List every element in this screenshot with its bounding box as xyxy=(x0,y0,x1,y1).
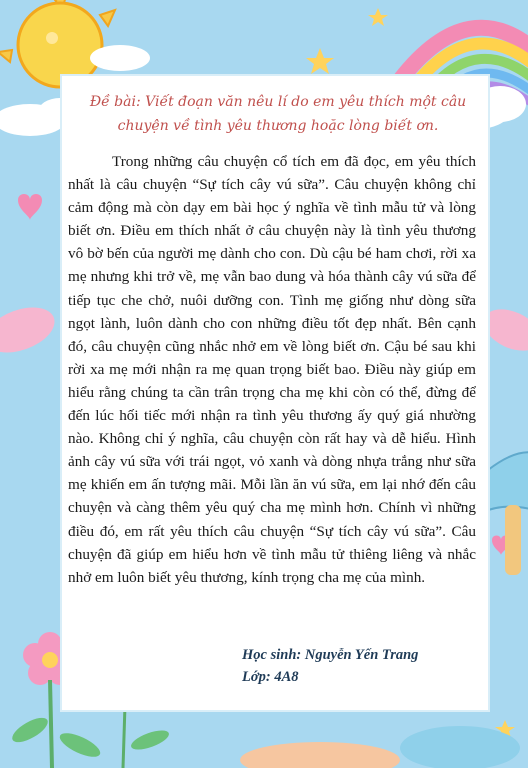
signature-block xyxy=(242,644,418,688)
assignment-prompt: Đề bài: Viết đoạn văn nêu lí do em yêu thích một câu chuyện về tình yêu thương hoặc lòng biết ơn. xyxy=(89,94,467,134)
student-class: Lớp: 4A8 xyxy=(242,669,299,685)
essay-paragraph: Trong những câu chuyện cổ tích em đã đọc, em yêu thích nhất là câu chuyện “Sự tích cây vú sữa”. Câu chuyện không chỉ cảm động mà còn dạy em bài học ý nghĩa về tình mẫu tử và lòng biết ơn. Điều em thích nhất ở câu chuyện này là tình yêu thương vô bờ bến của người mẹ dành cho con. Dù cậu bé ham chơi, rời xa mẹ nhưng khi trở về, mẹ vẫn bao dung và hóa thành cây vú sữa để tiếp tục che chở, nuôi dưỡng con. Tình mẹ giống như dòng sữa ngọt lành, luôn dành cho con những điều tốt đẹp nhất. Bên cạnh đó, câu chuyện cũng nhắc nhở em về lòng biết ơn. Cậu bé sau khi rời xa mẹ mới nhận ra mẹ quan trọng biết bao. Điều này giúp em hiểu rằng chúng ta cần trân trọng cha mẹ khi còn có thể, đừng để đến lúc hối tiếc mới nhận ra tình yêu thương ấy quý giá nhường nào. Không chỉ ý nghĩa, câu chuyện còn rất hay và dễ hiểu. Hình ảnh cây vú sữa với trái ngọt, vỏ xanh và dòng nhựa trắng như sữa mẹ khiến em ấn tượng mãi. Mỗi lần ăn vú sữa, em lại nhớ đến câu chuyện và càng thêm yêu quý cha mẹ mình hơn. Chính vì những điều đó, em rất yêu thích câu chuyện “Sự tích cây vú sữa”. Câu chuyện đã giúp em hiểu hơn về tình mẫu tử thiêng liêng và nhắc nhở em luôn biết yêu thương, kính trọng cha mẹ của mình. xyxy=(68,153,476,586)
student-name: Học sinh: Nguyễn Yến Trang xyxy=(242,647,419,663)
